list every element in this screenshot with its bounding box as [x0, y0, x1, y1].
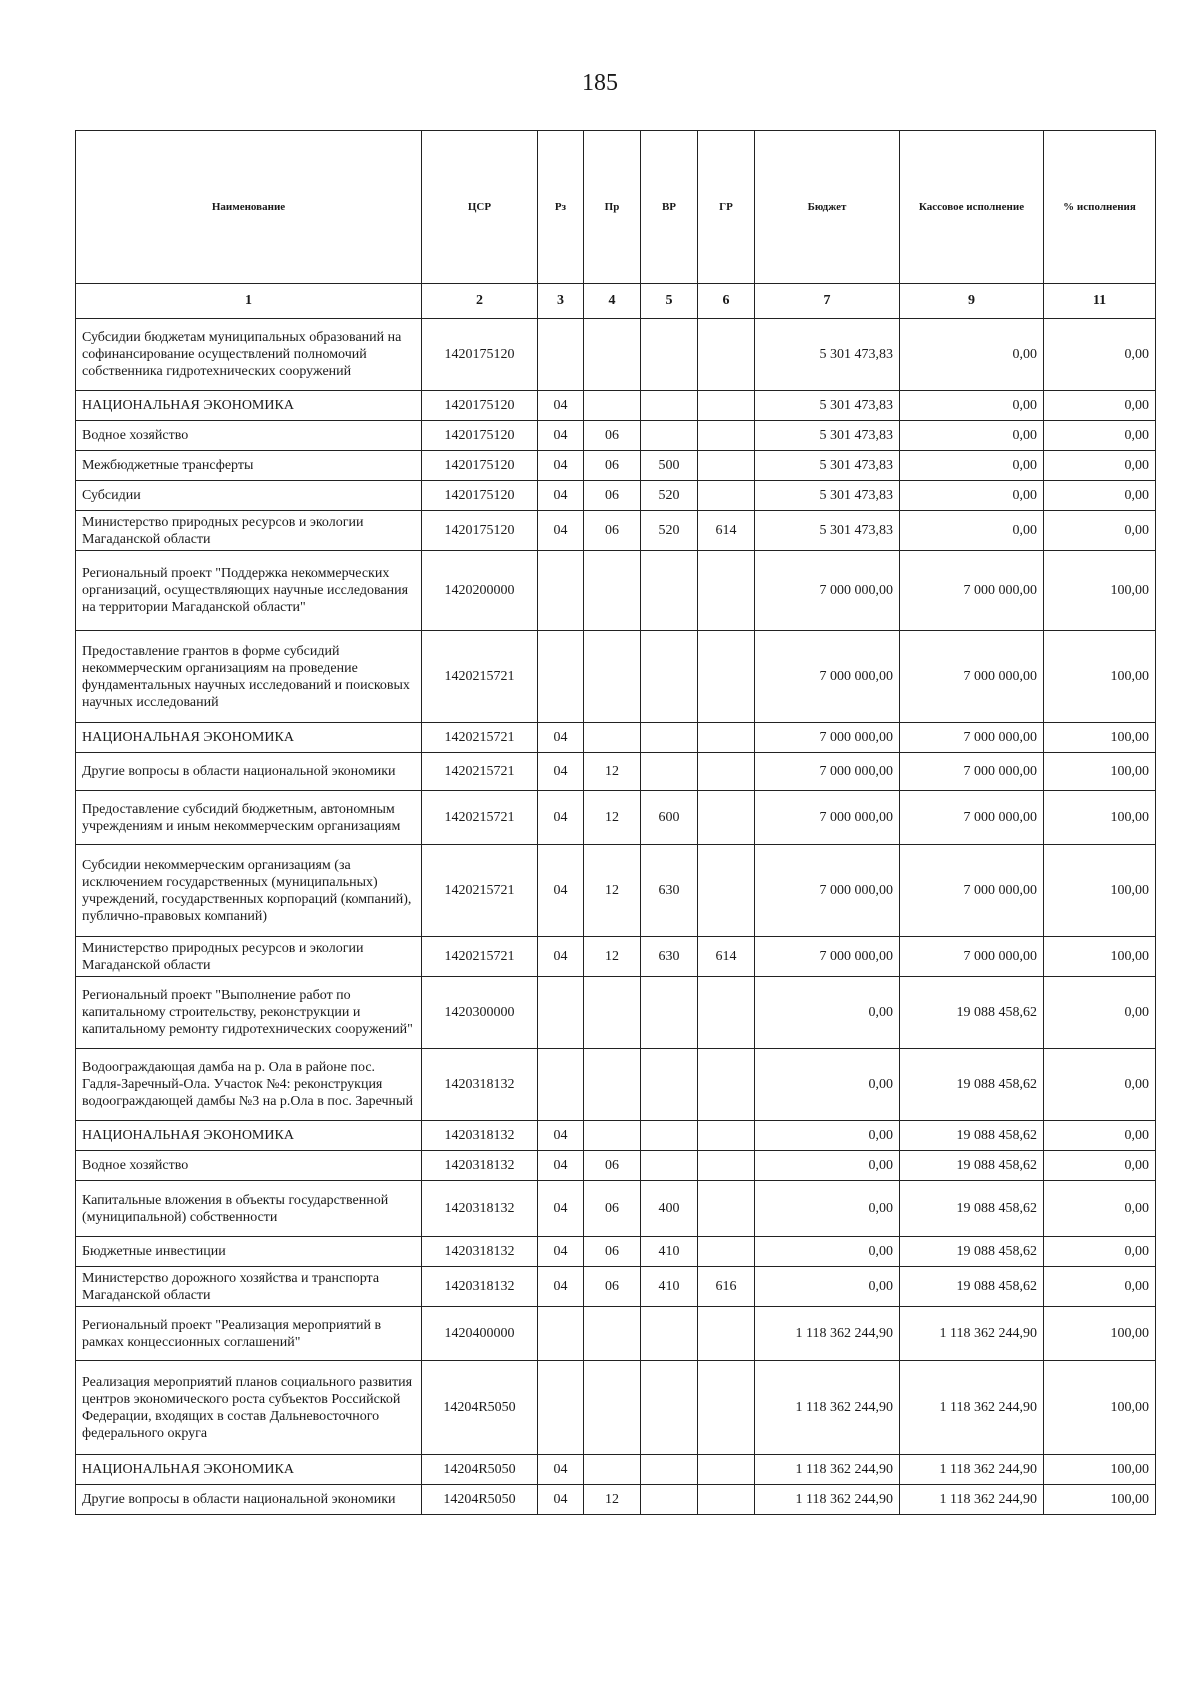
row-executed: 7 000 000,00 [900, 937, 1044, 977]
row-name: Региональный проект "Поддержка некоммерческих организаций, осуществляющих научные исследования на территории Магаданской области" [76, 551, 422, 631]
row-gr [698, 1361, 755, 1455]
row-budget: 0,00 [755, 1181, 900, 1237]
row-vr [641, 421, 698, 451]
row-pr [584, 631, 641, 723]
table-body [76, 319, 1156, 1515]
row-pr: 06 [584, 1151, 641, 1181]
header-row [76, 131, 1156, 284]
row-vr [641, 977, 698, 1049]
row-vr [641, 1361, 698, 1455]
row-rz: 04 [538, 791, 584, 845]
row-percent: 100,00 [1044, 1307, 1156, 1361]
table-row [76, 1121, 1156, 1151]
row-executed: 1 118 362 244,90 [900, 1455, 1044, 1485]
row-budget: 1 118 362 244,90 [755, 1455, 900, 1485]
row-executed: 19 088 458,62 [900, 1049, 1044, 1121]
row-executed: 7 000 000,00 [900, 845, 1044, 937]
row-executed: 0,00 [900, 451, 1044, 481]
row-vr: 520 [641, 481, 698, 511]
row-pr: 06 [584, 481, 641, 511]
row-executed: 19 088 458,62 [900, 1151, 1044, 1181]
row-csr: 1420175120 [422, 319, 538, 391]
row-percent: 0,00 [1044, 391, 1156, 421]
row-gr [698, 977, 755, 1049]
row-csr: 1420215721 [422, 723, 538, 753]
column-number-row [76, 284, 1156, 319]
row-name: Министерство дорожного хозяйства и транспорта Магаданской области [76, 1267, 422, 1307]
row-csr: 1420175120 [422, 421, 538, 451]
row-executed: 7 000 000,00 [900, 723, 1044, 753]
row-rz: 04 [538, 1267, 584, 1307]
row-rz: 04 [538, 1485, 584, 1515]
table-row [76, 1151, 1156, 1181]
row-percent: 0,00 [1044, 1237, 1156, 1267]
row-gr [698, 421, 755, 451]
row-rz: 04 [538, 511, 584, 551]
row-csr: 1420318132 [422, 1049, 538, 1121]
row-vr [641, 723, 698, 753]
row-gr [698, 391, 755, 421]
row-name: Бюджетные инвестиции [76, 1237, 422, 1267]
row-budget: 0,00 [755, 1151, 900, 1181]
row-percent: 0,00 [1044, 319, 1156, 391]
row-rz [538, 1049, 584, 1121]
row-percent: 100,00 [1044, 631, 1156, 723]
row-budget: 7 000 000,00 [755, 937, 900, 977]
row-pr: 06 [584, 511, 641, 551]
row-vr [641, 1121, 698, 1151]
row-budget: 0,00 [755, 1121, 900, 1151]
row-executed: 7 000 000,00 [900, 753, 1044, 791]
row-name: Субсидии бюджетам муниципальных образований на софинансирование осуществлений полномочий собственника гидротехнических сооружений [76, 319, 422, 391]
row-pr [584, 1049, 641, 1121]
row-pr [584, 1361, 641, 1455]
row-executed: 19 088 458,62 [900, 1267, 1044, 1307]
row-vr [641, 319, 698, 391]
header-budget: Бюджет [755, 131, 900, 284]
row-name: Другие вопросы в области национальной экономики [76, 753, 422, 791]
row-budget: 7 000 000,00 [755, 723, 900, 753]
row-percent: 0,00 [1044, 1181, 1156, 1237]
row-executed: 19 088 458,62 [900, 1181, 1044, 1237]
row-budget: 7 000 000,00 [755, 845, 900, 937]
row-pr: 06 [584, 421, 641, 451]
row-csr: 1420175120 [422, 511, 538, 551]
header-pr: Пр [584, 131, 641, 284]
row-csr: 1420318132 [422, 1267, 538, 1307]
row-executed: 1 118 362 244,90 [900, 1307, 1044, 1361]
row-vr: 520 [641, 511, 698, 551]
row-rz: 04 [538, 1181, 584, 1237]
row-name: НАЦИОНАЛЬНАЯ ЭКОНОМИКА [76, 391, 422, 421]
row-gr [698, 1485, 755, 1515]
row-rz: 04 [538, 1121, 584, 1151]
row-csr: 1420215721 [422, 753, 538, 791]
row-name: НАЦИОНАЛЬНАЯ ЭКОНОМИКА [76, 1121, 422, 1151]
row-percent: 0,00 [1044, 451, 1156, 481]
header-name: Наименование [76, 131, 422, 284]
column-number: 3 [538, 284, 584, 319]
row-budget: 5 301 473,83 [755, 421, 900, 451]
table-row [76, 977, 1156, 1049]
row-gr [698, 319, 755, 391]
table-row [76, 791, 1156, 845]
row-csr: 14204R5050 [422, 1361, 538, 1455]
row-percent: 0,00 [1044, 1267, 1156, 1307]
row-csr: 1420318132 [422, 1237, 538, 1267]
column-number: 2 [422, 284, 538, 319]
row-executed: 7 000 000,00 [900, 551, 1044, 631]
row-vr: 500 [641, 451, 698, 481]
row-budget: 0,00 [755, 1049, 900, 1121]
row-vr: 600 [641, 791, 698, 845]
row-name: Реализация мероприятий планов социального развития центров экономического роста субъектов Российской Федерации, входящих в состав Дальневосточного федерального округа [76, 1361, 422, 1455]
row-gr [698, 1121, 755, 1151]
row-gr [698, 723, 755, 753]
row-csr: 1420400000 [422, 1307, 538, 1361]
row-vr [641, 631, 698, 723]
row-budget: 0,00 [755, 1267, 900, 1307]
row-csr: 1420300000 [422, 977, 538, 1049]
row-gr [698, 551, 755, 631]
row-rz: 04 [538, 451, 584, 481]
row-percent: 100,00 [1044, 551, 1156, 631]
row-csr: 14204R5050 [422, 1485, 538, 1515]
row-vr [641, 1307, 698, 1361]
row-percent: 0,00 [1044, 1049, 1156, 1121]
row-pr: 06 [584, 451, 641, 481]
row-gr [698, 753, 755, 791]
row-budget: 7 000 000,00 [755, 631, 900, 723]
row-executed: 0,00 [900, 421, 1044, 451]
table-row [76, 481, 1156, 511]
table-row [76, 1181, 1156, 1237]
row-csr: 1420175120 [422, 481, 538, 511]
row-pr: 12 [584, 845, 641, 937]
row-pr [584, 551, 641, 631]
row-budget: 0,00 [755, 1237, 900, 1267]
row-csr: 1420175120 [422, 391, 538, 421]
row-executed: 0,00 [900, 319, 1044, 391]
row-executed: 19 088 458,62 [900, 1237, 1044, 1267]
row-gr [698, 1049, 755, 1121]
row-rz [538, 319, 584, 391]
row-vr: 400 [641, 1181, 698, 1237]
row-name: Министерство природных ресурсов и экологии Магаданской области [76, 511, 422, 551]
row-budget: 5 301 473,83 [755, 511, 900, 551]
row-csr: 1420318132 [422, 1121, 538, 1151]
row-executed: 7 000 000,00 [900, 631, 1044, 723]
row-gr [698, 481, 755, 511]
row-pr [584, 391, 641, 421]
row-percent: 100,00 [1044, 1485, 1156, 1515]
row-pr: 12 [584, 791, 641, 845]
header-vr: ВР [641, 131, 698, 284]
row-budget: 7 000 000,00 [755, 753, 900, 791]
row-vr [641, 391, 698, 421]
row-percent: 100,00 [1044, 1361, 1156, 1455]
row-budget: 7 000 000,00 [755, 791, 900, 845]
table-row [76, 319, 1156, 391]
row-percent: 0,00 [1044, 511, 1156, 551]
table-row [76, 845, 1156, 937]
row-gr: 614 [698, 937, 755, 977]
row-executed: 19 088 458,62 [900, 977, 1044, 1049]
row-gr [698, 631, 755, 723]
row-name: Межбюджетные трансферты [76, 451, 422, 481]
row-rz: 04 [538, 1151, 584, 1181]
row-name: Министерство природных ресурсов и экологии Магаданской области [76, 937, 422, 977]
header-gr: ГР [698, 131, 755, 284]
row-pr [584, 319, 641, 391]
row-percent: 0,00 [1044, 977, 1156, 1049]
row-rz [538, 977, 584, 1049]
row-pr [584, 723, 641, 753]
row-percent: 100,00 [1044, 753, 1156, 791]
row-gr [698, 1237, 755, 1267]
row-percent: 100,00 [1044, 845, 1156, 937]
row-name: Водоограждающая дамба на р. Ола в районе пос. Гадля-Заречный-Ола. Участок №4: реконструкция водоограждающей дамбы №3 на р.Ола в пос. Заречный [76, 1049, 422, 1121]
row-budget: 0,00 [755, 977, 900, 1049]
row-executed: 0,00 [900, 391, 1044, 421]
table-row [76, 1307, 1156, 1361]
row-rz: 04 [538, 723, 584, 753]
column-number: 4 [584, 284, 641, 319]
column-number: 6 [698, 284, 755, 319]
row-pr [584, 977, 641, 1049]
row-gr [698, 1455, 755, 1485]
row-vr [641, 1151, 698, 1181]
row-executed: 7 000 000,00 [900, 791, 1044, 845]
row-budget: 7 000 000,00 [755, 551, 900, 631]
header-percent: % исполнения [1044, 131, 1156, 284]
table-row [76, 1485, 1156, 1515]
table-row [76, 723, 1156, 753]
row-csr: 1420215721 [422, 845, 538, 937]
row-name: Водное хозяйство [76, 1151, 422, 1181]
row-gr [698, 451, 755, 481]
row-pr: 06 [584, 1237, 641, 1267]
row-csr: 1420318132 [422, 1151, 538, 1181]
row-gr [698, 845, 755, 937]
row-gr [698, 1151, 755, 1181]
row-percent: 0,00 [1044, 421, 1156, 451]
row-name: Водное хозяйство [76, 421, 422, 451]
row-rz: 04 [538, 937, 584, 977]
table-row [76, 753, 1156, 791]
row-percent: 100,00 [1044, 1455, 1156, 1485]
row-budget: 5 301 473,83 [755, 319, 900, 391]
table-row [76, 391, 1156, 421]
table-row [76, 551, 1156, 631]
row-executed: 1 118 362 244,90 [900, 1485, 1044, 1515]
row-name: Региональный проект "Выполнение работ по капитальному строительству, реконструкции и капитальному ремонту гидротехнических сооружений" [76, 977, 422, 1049]
row-name: Региональный проект "Реализация мероприятий в рамках концессионных соглашений" [76, 1307, 422, 1361]
column-number: 9 [900, 284, 1044, 319]
row-pr [584, 1455, 641, 1485]
row-vr [641, 753, 698, 791]
row-pr [584, 1307, 641, 1361]
row-budget: 1 118 362 244,90 [755, 1361, 900, 1455]
row-name: Капитальные вложения в объекты государственной (муниципальной) собственности [76, 1181, 422, 1237]
row-rz: 04 [538, 421, 584, 451]
row-rz: 04 [538, 481, 584, 511]
row-vr: 630 [641, 937, 698, 977]
row-rz: 04 [538, 1455, 584, 1485]
row-gr: 616 [698, 1267, 755, 1307]
table-row [76, 421, 1156, 451]
row-name: Субсидии некоммерческим организациям (за исключением государственных (муниципальных) учреждений, государственных корпораций (компаний), публично-правовых компаний) [76, 845, 422, 937]
row-pr: 12 [584, 753, 641, 791]
row-rz [538, 631, 584, 723]
row-csr: 1420175120 [422, 451, 538, 481]
row-csr: 1420215721 [422, 631, 538, 723]
row-budget: 5 301 473,83 [755, 451, 900, 481]
row-vr: 410 [641, 1267, 698, 1307]
row-executed: 19 088 458,62 [900, 1121, 1044, 1151]
header-csr: ЦСР [422, 131, 538, 284]
row-pr: 12 [584, 937, 641, 977]
row-gr: 614 [698, 511, 755, 551]
row-vr [641, 1049, 698, 1121]
row-gr [698, 1307, 755, 1361]
row-percent: 0,00 [1044, 481, 1156, 511]
row-csr: 1420318132 [422, 1181, 538, 1237]
row-pr: 06 [584, 1181, 641, 1237]
row-vr: 630 [641, 845, 698, 937]
table-row [76, 511, 1156, 551]
header-rz: Рз [538, 131, 584, 284]
table-row [76, 1267, 1156, 1307]
row-name: НАЦИОНАЛЬНАЯ ЭКОНОМИКА [76, 1455, 422, 1485]
column-number: 1 [76, 284, 422, 319]
row-csr: 14204R5050 [422, 1455, 538, 1485]
row-name: Субсидии [76, 481, 422, 511]
row-rz: 04 [538, 391, 584, 421]
row-executed: 1 118 362 244,90 [900, 1361, 1044, 1455]
row-percent: 0,00 [1044, 1121, 1156, 1151]
row-name: Другие вопросы в области национальной экономики [76, 1485, 422, 1515]
row-rz: 04 [538, 1237, 584, 1267]
row-pr: 12 [584, 1485, 641, 1515]
row-vr [641, 551, 698, 631]
row-gr [698, 1181, 755, 1237]
row-executed: 0,00 [900, 511, 1044, 551]
page-number: 185 [582, 70, 618, 96]
row-rz [538, 551, 584, 631]
row-percent: 100,00 [1044, 723, 1156, 753]
table-row [76, 1237, 1156, 1267]
row-rz [538, 1361, 584, 1455]
column-number: 7 [755, 284, 900, 319]
row-csr: 1420200000 [422, 551, 538, 631]
header-executed: Кассовое исполнение [900, 131, 1044, 284]
row-name: НАЦИОНАЛЬНАЯ ЭКОНОМИКА [76, 723, 422, 753]
row-percent: 0,00 [1044, 1151, 1156, 1181]
row-vr: 410 [641, 1237, 698, 1267]
budget-execution-table [75, 130, 1156, 1515]
row-rz: 04 [538, 753, 584, 791]
row-vr [641, 1485, 698, 1515]
table-row [76, 451, 1156, 481]
row-pr: 06 [584, 1267, 641, 1307]
column-number: 11 [1044, 284, 1156, 319]
row-rz [538, 1307, 584, 1361]
table-row [76, 1361, 1156, 1455]
row-pr [584, 1121, 641, 1151]
row-budget: 5 301 473,83 [755, 391, 900, 421]
row-name: Предоставление грантов в форме субсидий некоммерческим организациям на проведение фундаментальных научных исследований и поисковых научных исследований [76, 631, 422, 723]
row-percent: 100,00 [1044, 791, 1156, 845]
row-budget: 1 118 362 244,90 [755, 1485, 900, 1515]
row-budget: 1 118 362 244,90 [755, 1307, 900, 1361]
table-row [76, 1049, 1156, 1121]
table-row [76, 1455, 1156, 1485]
row-rz: 04 [538, 845, 584, 937]
row-executed: 0,00 [900, 481, 1044, 511]
table-row [76, 631, 1156, 723]
row-budget: 5 301 473,83 [755, 481, 900, 511]
row-csr: 1420215721 [422, 937, 538, 977]
row-csr: 1420215721 [422, 791, 538, 845]
row-gr [698, 791, 755, 845]
table-row [76, 937, 1156, 977]
row-vr [641, 1455, 698, 1485]
row-name: Предоставление субсидий бюджетным, автономным учреждениям и иным некоммерческим организациям [76, 791, 422, 845]
row-percent: 100,00 [1044, 937, 1156, 977]
column-number: 5 [641, 284, 698, 319]
